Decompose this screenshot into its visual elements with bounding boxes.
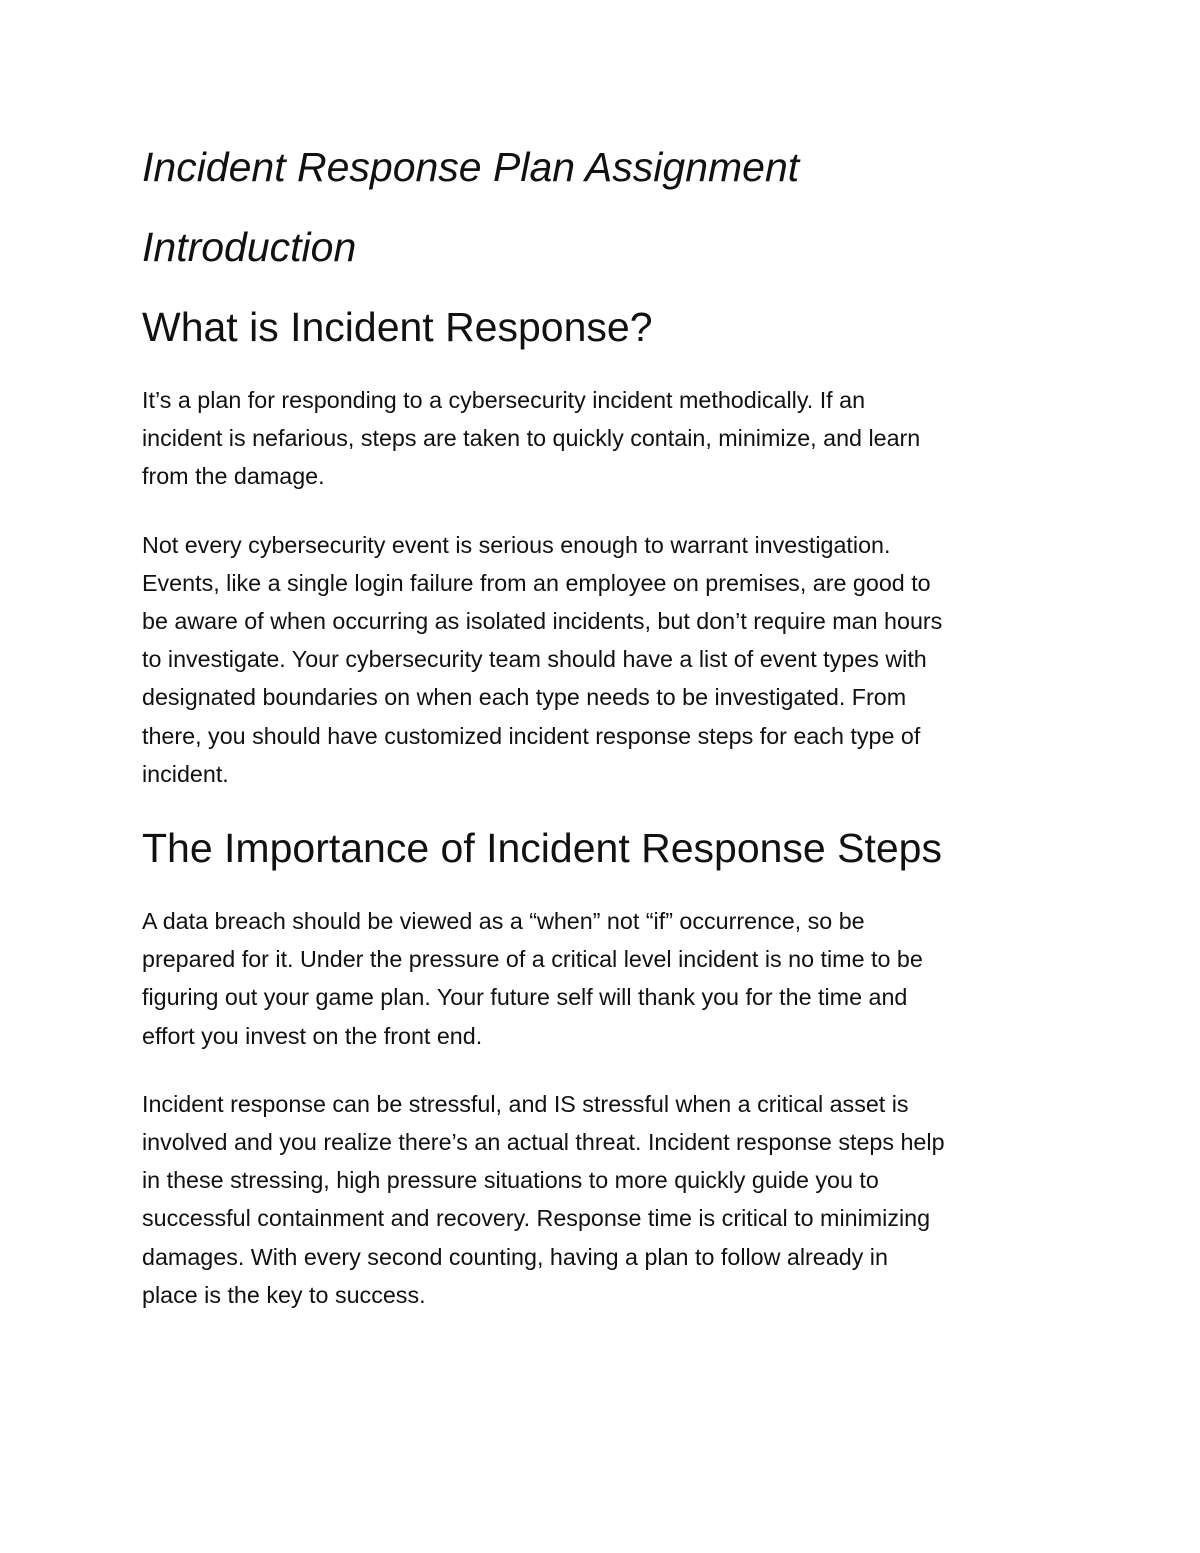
text-line: in these stressing, high pressure situations to more quickly guide you to xyxy=(142,1167,879,1194)
section-heading-what-is-incident-response: What is Incident Response? xyxy=(142,304,653,350)
text-line: from the damage. xyxy=(142,463,325,490)
text-line: designated boundaries on when each type needs to be investigated. From xyxy=(142,684,907,711)
text-line: Incident response can be stressful, and IS stressful when a critical asset is xyxy=(142,1090,909,1117)
text-line: be aware of when occurring as isolated incidents, but don’t require man hours xyxy=(142,608,943,635)
section-heading-importance-of-steps: The Importance of Incident Response Steps xyxy=(142,825,942,872)
text-line: involved and you realize there’s an actual threat. Incident response steps help xyxy=(142,1129,945,1156)
text-line: incident is nefarious, steps are taken to quickly contain, minimize, and learn xyxy=(142,425,921,452)
text-line: effort you invest on the front end. xyxy=(142,1022,483,1049)
text-line: damages. With every second counting, having a plan to follow already in xyxy=(142,1243,888,1270)
text-line: figuring out your game plan. Your future self will thank you for the time and xyxy=(142,984,908,1011)
text-line: incident. xyxy=(142,760,229,787)
text-line: Not every cybersecurity event is serious enough to warrant investigation. xyxy=(142,531,891,558)
text-line: It’s a plan for responding to a cybersecurity incident methodically. If an xyxy=(142,387,866,413)
text-line: there, you should have customized incident response steps for each type of xyxy=(142,722,921,749)
text-line: place is the key to success. xyxy=(142,1281,426,1308)
paragraph xyxy=(142,381,1072,496)
document-body xyxy=(142,142,1072,1314)
document-title: Incident Response Plan Assignment xyxy=(142,144,800,190)
text-line: A data breach should be viewed as a “when” not “if” occurrence, so be xyxy=(142,908,865,935)
paragraph xyxy=(142,526,1072,793)
paragraph xyxy=(142,902,1072,1055)
paragraph xyxy=(142,1085,1072,1314)
text-line: Events, like a single login failure from an employee on premises, are good to xyxy=(142,569,931,596)
document-subtitle: Introduction xyxy=(142,224,357,270)
text-line: to investigate. Your cybersecurity team should have a list of event types with xyxy=(142,646,927,673)
text-line: prepared for it. Under the pressure of a critical level incident is no time to be xyxy=(142,946,923,973)
text-line: successful containment and recovery. Response time is critical to minimizing xyxy=(142,1205,931,1232)
